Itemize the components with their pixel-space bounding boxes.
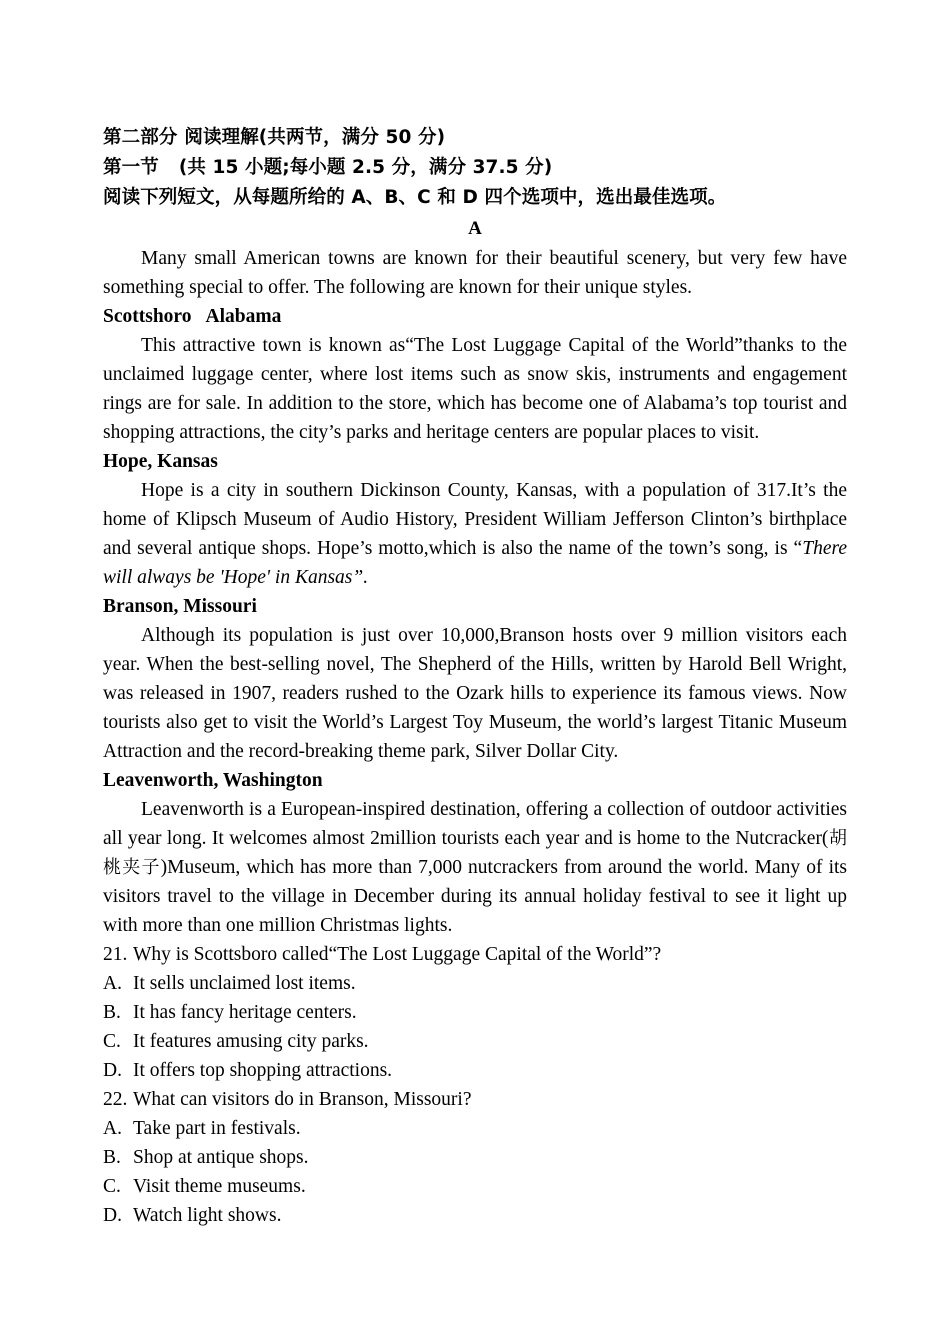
town-heading-scottshoro	[103, 302, 847, 331]
question-22	[103, 1085, 847, 1230]
option-text: It features amusing city parks.	[133, 1031, 369, 1052]
option-text: Take part in festivals.	[133, 1118, 301, 1139]
question-text: What can visitors do in Branson, Missouri?	[133, 1089, 472, 1110]
town-state: Alabama	[205, 306, 282, 327]
option-text: It sells unclaimed lost items.	[133, 973, 356, 994]
intro-paragraph: Many small American towns are known for their beautiful scenery, but very few have something special to offer. The following are known for their unique styles.	[103, 248, 847, 298]
town-heading-branson	[103, 592, 847, 621]
option-text: Watch light shows.	[133, 1205, 282, 1226]
question-stem	[103, 940, 847, 969]
question-number: 22.	[103, 1089, 128, 1110]
option-letter: C.	[103, 1176, 121, 1197]
option-d[interactable]	[103, 1056, 847, 1085]
option-c[interactable]	[103, 1172, 847, 1201]
nutcracker-chinese-gloss: 胡桃夹子	[103, 828, 848, 878]
hope-body-text: Hope is a city in southern Dickinson County, Kansas, with a population of 317.It’s the home of Klipsch Museum of Audio History, President William Jefferson Clinton’s birthplace and several antique shops. Hope’s motto,which is also the name of the town’s song, is “	[103, 480, 847, 559]
town-name: Scottshoro	[103, 306, 192, 327]
section-body-scottshoro: This attractive town is known as“The Lost Luggage Capital of the World”thanks to the unclaimed luggage center, where lost items such as snow skis, instruments and engagement rings are for sale. In addition to the store, which has become one of Alabama’s top tourist and shopping attractions, the city’s parks and heritage centers are popular places to visit.	[103, 335, 847, 443]
passage-label: A	[468, 218, 482, 239]
leavenworth-body-text-2: )Museum, which has more than 7,000 nutcrackers from around the world. Many of its visitors travel to the village in December during its annual holiday festival to see it light up with more than one million Christmas lights.	[103, 857, 847, 936]
reading-instruction: 阅读下列短文，从每题所给的 A、B、C 和 D 四个选项中，选出最佳选项。	[103, 187, 727, 208]
option-text: It has fancy heritage centers.	[133, 1002, 357, 1023]
town-heading-leavenworth	[103, 766, 847, 795]
section-body-leavenworth	[103, 795, 847, 940]
question-text: Why is Scottsboro called“The Lost Luggage Capital of the World”?	[133, 944, 662, 965]
section-body-branson: Although its population is just over 10,000,Branson hosts over 9 million visitors each year. When the best-selling novel, The Shepherd of the Hills, written by Harold Bell Wright, was released in 1907, readers rushed to the Ozark hills to experience its famous views. Now tourists also get to visit the World’s Largest Toy Museum, the world’s largest Titanic Museum Attraction and the record-breaking theme park, Silver Dollar City.	[103, 625, 847, 762]
option-letter: A.	[103, 1118, 122, 1139]
option-text: It offers top shopping attractions.	[133, 1060, 393, 1081]
option-a[interactable]	[103, 1114, 847, 1143]
exam-subsection-heading	[103, 153, 847, 183]
subsection-label: 第一节	[103, 157, 159, 178]
option-letter: D.	[103, 1060, 122, 1081]
leavenworth-body-text-1: Leavenworth is a European-inspired destination, offering a collection of outdoor activities all year long. It welcomes almost 2million tourists each year and is home to the Nutcracker(	[103, 799, 847, 849]
exam-part-heading	[103, 123, 847, 153]
option-text: Visit theme museums.	[133, 1176, 306, 1197]
hope-motto-italic: There will always be 'Hope' in Kansas”.	[103, 538, 847, 588]
option-letter: A.	[103, 973, 122, 994]
option-c[interactable]	[103, 1027, 847, 1056]
page-content	[103, 123, 847, 1230]
town-name: Hope, Kansas	[103, 451, 218, 472]
section-body-hope	[103, 476, 847, 592]
town-name: Leavenworth, Washington	[103, 770, 323, 791]
option-b[interactable]	[103, 1143, 847, 1172]
part-section-name: 阅读理解(共两节，满分 50 分)	[184, 127, 446, 148]
option-a[interactable]	[103, 969, 847, 998]
option-letter: B.	[103, 1147, 121, 1168]
option-letter: B.	[103, 1002, 121, 1023]
question-number: 21.	[103, 944, 128, 965]
town-name: Branson, Missouri	[103, 596, 257, 617]
town-heading-hope	[103, 447, 847, 476]
option-letter: C.	[103, 1031, 121, 1052]
option-text: Shop at antique shops.	[133, 1147, 309, 1168]
option-letter: D.	[103, 1205, 122, 1226]
option-d[interactable]	[103, 1201, 847, 1230]
question-21	[103, 940, 847, 1085]
subsection-detail: (共 15 小题;每小题 2.5 分，满分 37.5 分)	[178, 157, 553, 178]
part-label: 第二部分	[103, 127, 178, 148]
question-stem	[103, 1085, 847, 1114]
option-b[interactable]	[103, 998, 847, 1027]
